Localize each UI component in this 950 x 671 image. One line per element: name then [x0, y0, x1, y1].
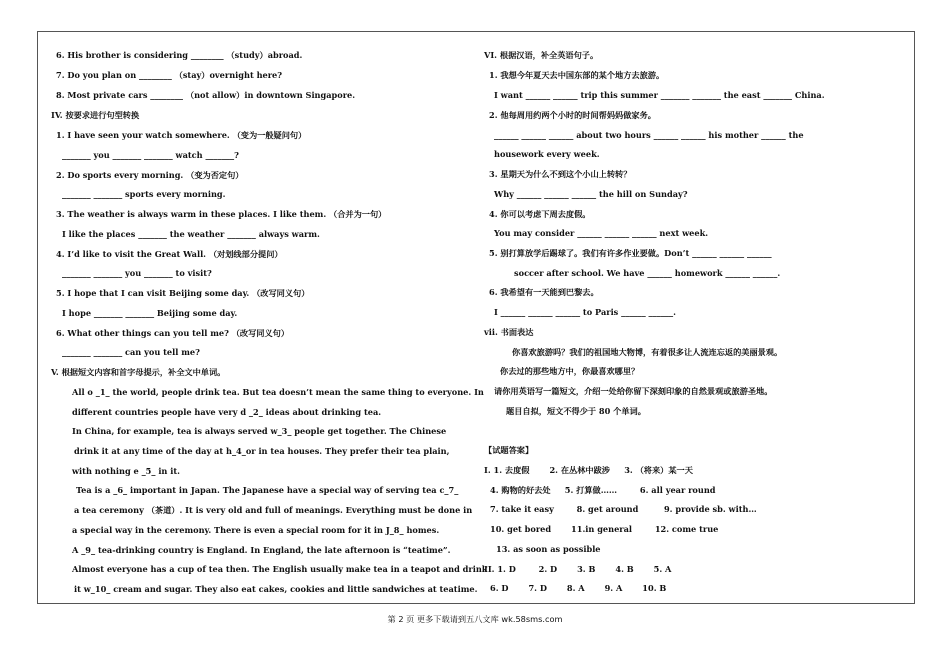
section-heading: V. 根据短文内容和首字母提示，补全文中单词。	[51, 367, 226, 377]
answer-line: 13. as soon as possible	[496, 544, 601, 554]
exercise-line: 6. What other things can you tell me? （改写同义句）	[56, 328, 290, 338]
writing-prompt-line: 请你用英语写一篇短文，介绍一处给你留下深刻印象的自然景观或旅游圣地。	[494, 386, 773, 396]
exercise-line: _______ you _______ _______ watch _______?	[62, 150, 239, 160]
exercise-line: 5. 别打算放学后踢球了。我们有许多作业要做。Don’t ______ ______ ______	[489, 248, 772, 258]
answer-key-heading: 【试题答案】	[484, 445, 534, 455]
writing-prompt-line: 题目自拟，短文不得少于 80 个单词。	[506, 406, 646, 416]
writing-prompt-line: 你去过的那些地方中，你最喜欢哪里？	[500, 366, 640, 376]
exercise-line: I want ______ ______ trip this summer _______ _______ the east _______ China.	[494, 90, 825, 100]
answer-line: 4. 购物的好去处 5. 打算做…… 6. all year round	[490, 485, 716, 495]
exercise-line: I like the places _______ the weather _______ always warm.	[62, 229, 320, 239]
exercise-line: ______ ______ ______ about two hours ______ ______ his mother ______ the	[494, 130, 804, 140]
exercise-line: 2. Do sports every morning. （变为否定句）	[56, 170, 244, 180]
passage-line: a tea ceremony （茶道）. It is very old and full of meanings. Everything must be done in	[74, 505, 473, 515]
exercise-line: 1. I have seen your watch somewhere. （变为一般疑问句）	[56, 130, 307, 140]
exercise-line: housework every week.	[494, 149, 600, 159]
section-heading: VI. 根据汉语，补全英语句子。	[484, 50, 599, 60]
passage-line: with nothing e _5_ in it.	[72, 466, 180, 476]
writing-prompt-line: 你喜欢旅游吗？我们的祖国地大物博，有着很多让人流连忘返的美丽景观。	[512, 347, 783, 357]
section-heading: IV. 按要求进行句型转换	[51, 110, 140, 120]
passage-line: drink it at any time of the day at h_4_or in tea houses. They prefer their tea plain,	[74, 446, 450, 456]
exercise-line: _______ _______ you _______ to visit?	[62, 268, 212, 278]
exercise-line: soccer after school. We have ______ homework ______ ______.	[514, 268, 781, 278]
passage-line: Almost everyone has a cup of tea then. The English usually make tea in a teapot and drink	[72, 564, 488, 574]
answer-line: 7. take it easy 8. get around 9. provide sb. with…	[490, 504, 757, 514]
answer-line: I. 1. 去度假 2. 在丛林中跋涉 3. （将来）某一天	[484, 465, 693, 475]
exercise-line: I ______ ______ ______ to Paris ______ ______.	[494, 307, 676, 317]
exercise-line: 6. His brother is considering ________ （study）abroad.	[56, 50, 303, 60]
exercise-line: 2. 他每周用约两个小时的时间帮妈妈做家务。	[489, 110, 656, 120]
passage-line: different countries people have very d _2_ ideas about drinking tea.	[72, 407, 382, 417]
passage-line: In China, for example, tea is always served w_3_ people get together. The Chinese	[72, 426, 447, 436]
passage-line: it w_10_ cream and sugar. They also eat cakes, cookies and little sandwiches at teatime.	[74, 584, 478, 594]
exercise-line: 8. Most private cars ________ （not allow）in downtown Singapore.	[56, 90, 356, 100]
exercise-line: 7. Do you plan on ________ （stay）overnight here?	[56, 70, 283, 80]
exercise-line: 1. 我想今年夏天去中国东部的某个地方去旅游。	[489, 70, 665, 80]
passage-line: All o _1_ the world, people drink tea. But tea doesn’t mean the same thing to everyone. In	[72, 387, 484, 397]
exercise-line: 3. The weather is always warm in these places. I like them. （合并为一句）	[56, 209, 387, 219]
exercise-line: 6. 我希望有一天能到巴黎去。	[489, 287, 599, 297]
passage-line: A _9_ tea-drinking country is England. In England, the late afternoon is “teatime”.	[72, 545, 451, 555]
exercise-line: _______ _______ can you tell me?	[62, 347, 200, 357]
passage-line: a special way in the ceremony. There is even a special room for it in J_8_ homes.	[72, 525, 440, 535]
answer-line: II. 1. D 2. D 3. B 4. B 5. A	[484, 564, 672, 574]
exercise-line: _______ _______ sports every morning.	[62, 189, 226, 199]
section-heading: vii. 书面表达	[484, 327, 534, 337]
exercise-line: You may consider ______ ______ ______ next week.	[494, 228, 709, 238]
page-footer: 第 2 页 更多下载请到五八文库 wk.58sms.com	[387, 614, 563, 624]
passage-line: Tea is a _6_ important in Japan. The Japanese have a special way of serving tea c_7_	[76, 485, 459, 495]
exercise-line: 5. I hope that I can visit Beijing some day. （改写同义句）	[56, 288, 310, 298]
answer-line: 6. D 7. D 8. A 9. A 10. B	[490, 583, 667, 593]
answer-line: 10. get bored 11.in general 12. come true	[490, 524, 719, 534]
exercise-line: Why ______ ______ ______ the hill on Sunday?	[494, 189, 688, 199]
exercise-line: I hope _______ _______ Beijing some day.	[62, 308, 238, 318]
exercise-line: 4. I’d like to visit the Great Wall. （对划线部分提问）	[56, 249, 283, 259]
exercise-line: 3. 星期天为什么不到这个小山上转转？	[489, 169, 632, 179]
exercise-line: 4. 你可以考虑下周去度假。	[489, 209, 591, 219]
